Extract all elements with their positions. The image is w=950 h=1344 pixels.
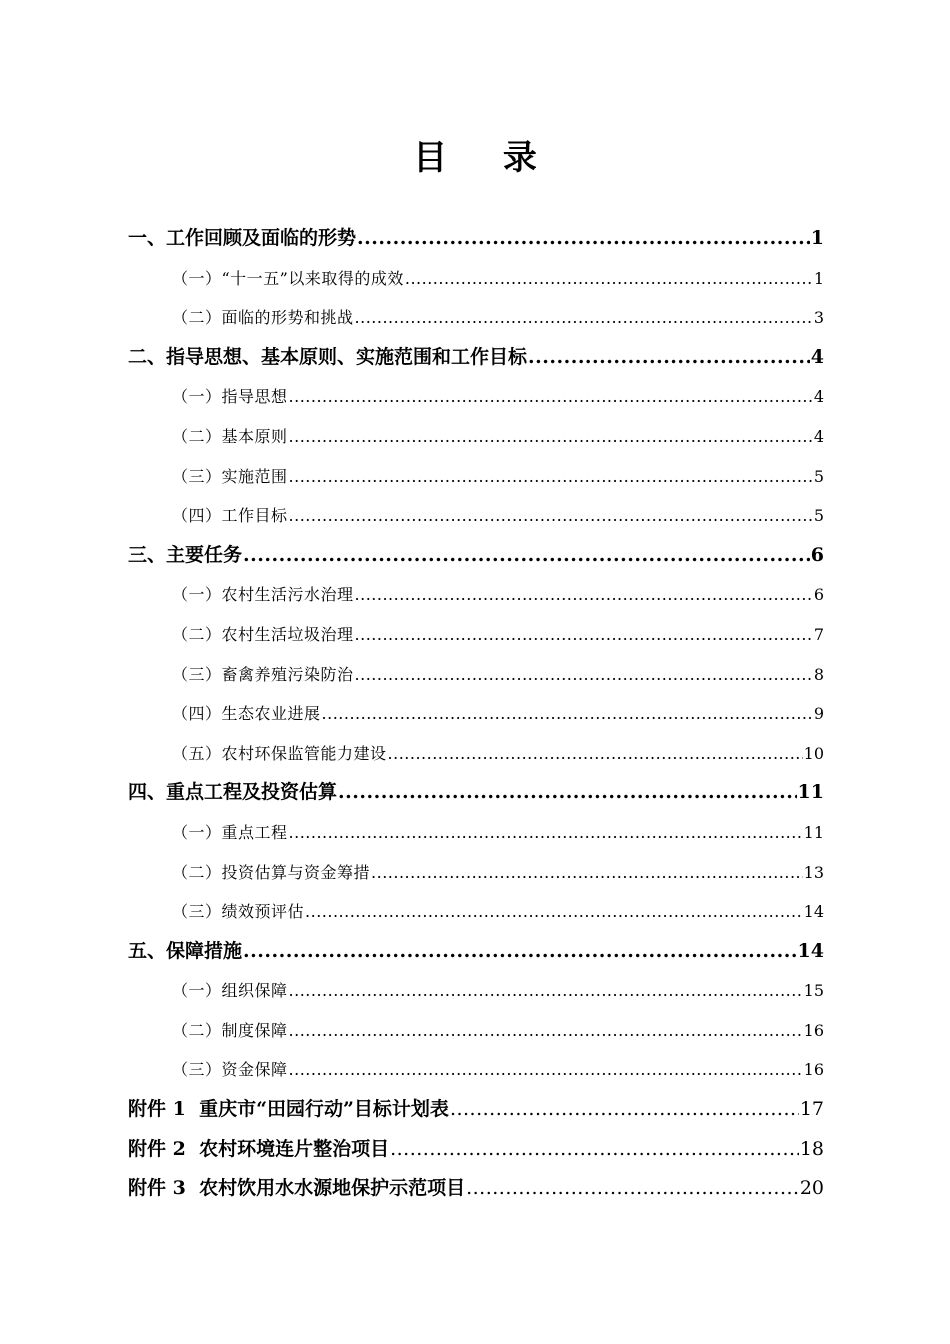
toc-entry-label: （四）生态农业进展 (172, 704, 321, 724)
dot-leader (322, 694, 813, 734)
toc-page-number: 18 (799, 1137, 824, 1160)
toc-entry-label: 附件 3 农村饮用水水源地保护示范项目 (128, 1177, 466, 1200)
toc-entry-label: 三、主要任务 (128, 543, 243, 566)
toc-page-number: 1 (810, 227, 824, 249)
toc-entry-label: （二）基本原则 (172, 426, 288, 446)
toc-entry-label: （二）制度保障 (172, 1020, 288, 1040)
page-title: 目 录 (413, 138, 559, 178)
dot-leader (355, 298, 813, 338)
toc-page-number: 11 (803, 822, 824, 842)
toc-page-number: 11 (797, 781, 824, 804)
toc-page-number: 14 (803, 902, 824, 922)
toc-page-number: 1 (813, 268, 824, 288)
toc-entry-label: （三）实施范围 (172, 466, 288, 486)
toc-entry-label: 二、指导思想、基本原则、实施范围和工作目标 (128, 345, 528, 368)
toc-subsection[interactable] (128, 892, 824, 932)
toc-entry-label: （二）投资估算与资金筹措 (172, 862, 371, 882)
dot-leader (528, 338, 810, 378)
toc-page-number: 5 (813, 506, 824, 526)
toc-page-number: 6 (810, 543, 824, 566)
dot-leader (243, 536, 810, 576)
dot-leader (289, 496, 813, 536)
dot-leader (289, 457, 813, 497)
toc-entry-label: （三）畜禽养殖污染防治 (172, 664, 354, 684)
toc-section[interactable] (128, 932, 824, 972)
toc-subsection[interactable] (128, 853, 824, 893)
toc-entry-label: （五）农村环保监管能力建设 (172, 743, 387, 763)
dot-leader (289, 377, 813, 417)
toc-page-number: 13 (803, 862, 824, 882)
toc-entry-label: （一）重点工程 (172, 822, 288, 842)
toc-entry-label: （三）资金保障 (172, 1060, 288, 1080)
toc-section[interactable] (128, 338, 824, 378)
dot-leader (289, 1011, 803, 1051)
dot-leader (466, 1169, 799, 1209)
dot-leader (371, 853, 803, 893)
dot-leader (289, 1050, 803, 1090)
dot-leader (305, 892, 803, 932)
toc-page-number: 4 (810, 345, 824, 368)
dot-leader (405, 259, 813, 299)
toc-subsection[interactable] (128, 1011, 824, 1051)
dot-leader (289, 813, 803, 853)
toc-subsection[interactable] (128, 496, 824, 536)
toc-page-number: 8 (813, 664, 824, 684)
toc-page-number: 9 (813, 704, 824, 724)
toc-subsection[interactable] (128, 971, 824, 1011)
dot-leader (450, 1090, 799, 1130)
toc-subsection[interactable] (128, 694, 824, 734)
dot-leader (289, 971, 803, 1011)
dot-leader (355, 575, 813, 615)
toc-section[interactable] (128, 773, 824, 813)
toc-page-number: 4 (813, 387, 824, 407)
toc-page-number: 4 (813, 426, 824, 446)
toc-section[interactable] (128, 219, 824, 259)
toc-subsection[interactable] (128, 377, 824, 417)
dot-leader (289, 417, 813, 457)
toc-page-number: 16 (803, 1020, 824, 1040)
toc-subsection[interactable] (128, 575, 824, 615)
dot-leader (355, 615, 813, 655)
toc-entry-label: （二）农村生活垃圾治理 (172, 624, 354, 644)
dot-leader (388, 734, 803, 774)
dot-leader (355, 655, 813, 695)
toc-page-number: 17 (799, 1098, 824, 1121)
toc-entry-label: 四、重点工程及投资估算 (128, 781, 338, 804)
toc-page-number: 10 (803, 743, 824, 763)
dot-leader (243, 932, 797, 972)
toc-page-number: 6 (813, 585, 824, 605)
toc-subsection[interactable] (128, 1050, 824, 1090)
toc-entry-label: （一）组织保障 (172, 981, 288, 1001)
toc-entry-label: （三）绩效预评估 (172, 902, 305, 922)
toc-attachment[interactable] (128, 1090, 824, 1130)
toc-entry-label: 附件 2 农村环境连片整治项目 (128, 1137, 390, 1160)
toc-entry-label: 五、保障措施 (128, 939, 243, 962)
toc-page-number: 16 (803, 1060, 824, 1080)
toc-page-number: 14 (797, 939, 824, 962)
toc-entry-label: （二）面临的形势和挑战 (172, 308, 354, 328)
toc-subsection[interactable] (128, 813, 824, 853)
toc-page-number: 15 (803, 981, 824, 1001)
toc-page-number: 20 (799, 1177, 824, 1200)
toc-attachment[interactable] (128, 1169, 824, 1209)
table-of-contents (128, 219, 824, 1209)
toc-entry-label: 一、工作回顾及面临的形势 (128, 227, 357, 249)
toc-entry-label: （四）工作目标 (172, 506, 288, 526)
dot-leader (338, 773, 797, 813)
toc-subsection[interactable] (128, 734, 824, 774)
toc-subsection[interactable] (128, 655, 824, 695)
toc-attachment[interactable] (128, 1130, 824, 1170)
toc-subsection[interactable] (128, 615, 824, 655)
toc-subsection[interactable] (128, 417, 824, 457)
toc-entry-label: （一）“十一五”以来取得的成效 (172, 268, 404, 288)
toc-subsection[interactable] (128, 457, 824, 497)
toc-page-number: 5 (813, 466, 824, 486)
toc-subsection[interactable] (128, 259, 824, 299)
toc-subsection[interactable] (128, 298, 824, 338)
toc-entry-label: （一）指导思想 (172, 387, 288, 407)
toc-page-number: 3 (813, 308, 824, 328)
toc-section[interactable] (128, 536, 824, 576)
toc-entry-label: （一）农村生活污水治理 (172, 585, 354, 605)
dot-leader (390, 1130, 799, 1170)
dot-leader (357, 219, 810, 259)
toc-page-number: 7 (813, 624, 824, 644)
toc-entry-label: 附件 1 重庆市“田园行动”目标计划表 (128, 1098, 449, 1121)
